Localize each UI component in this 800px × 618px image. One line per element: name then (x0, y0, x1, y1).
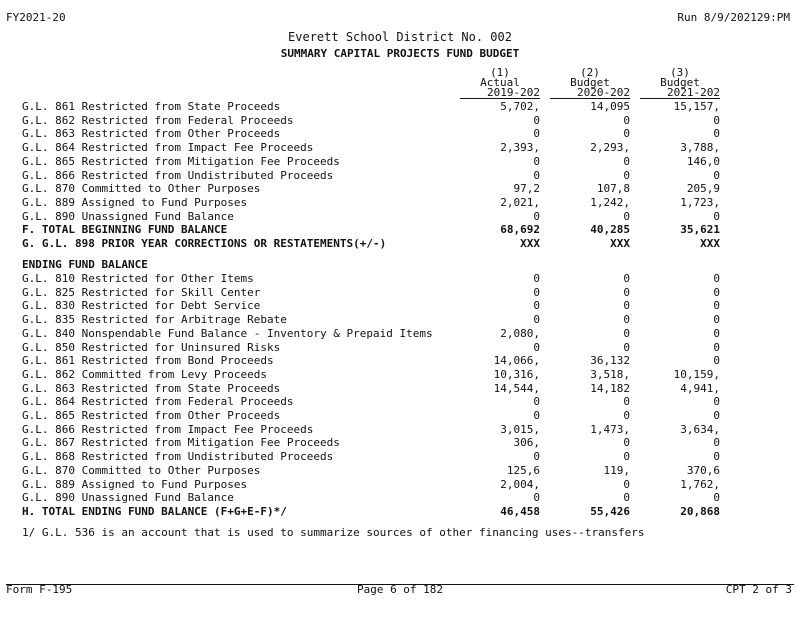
row-value-col1: XXX (520, 237, 540, 250)
column-number: (3) (670, 66, 690, 79)
row-value-col3: 0 (713, 127, 720, 141)
row-value-col3: 3,788, (680, 141, 720, 155)
row-label: G.L. 810 Restricted for Other Items (22, 272, 254, 285)
row-label: G.L. 889 Assigned to Fund Purposes (22, 477, 248, 491)
row-value-col3: 35,621 (680, 223, 720, 237)
row-value-col3: 205,9 (686, 182, 720, 196)
row-value-col2: 0 (623, 395, 630, 409)
row-value-col2: 0 (623, 436, 630, 450)
row-value-col2: 36,132 (590, 354, 630, 368)
row-value-col3: 0 (713, 272, 720, 285)
row-value-col3: 0 (713, 209, 720, 223)
row-value-col3: 10,159, (673, 367, 720, 381)
row-value-col1: 0 (533, 299, 540, 313)
page-number: Page 6 of 182 (356, 583, 444, 596)
row-value-col1: 0 (533, 209, 540, 223)
row-label: G.L. 890 Unassigned Fund Balance (22, 209, 234, 223)
row-label: G.L. 840 Nonspendable Fund Balance - Inventory & Prepaid Items (22, 326, 433, 340)
row-value-col1: 2,393, (500, 141, 540, 155)
row-value-col3: 0 (713, 491, 720, 505)
row-value-col1: 14,544, (493, 381, 540, 395)
row-value-col1: 0 (533, 491, 540, 505)
column-number: (2) (580, 66, 600, 79)
row-label: G.L. 863 Restricted from Other Proceeds (22, 127, 281, 141)
row-value-col2: 55,426 (590, 504, 630, 518)
row-value-col3: 0 (713, 299, 720, 313)
row-value-col2: 0 (623, 450, 630, 464)
column-number: (1) (490, 66, 510, 79)
row-label: G.L. 835 Restricted for Arbitrage Rebate (22, 313, 287, 327)
row-label: F. TOTAL BEGINNING FUND BALANCE (22, 223, 228, 237)
row-label: G.L. 861 Restricted from State Proceeds (22, 100, 281, 113)
row-value-col1: 0 (533, 313, 540, 327)
row-label: G.L. 862 Restricted from Federal Proceeds (22, 113, 294, 127)
row-value-col1: 68,692 (500, 223, 540, 237)
row-label: G.L. 825 Restricted for Skill Center (22, 285, 261, 299)
row-label: G.L. 889 Assigned to Fund Purposes (22, 195, 248, 209)
row-value-col2: 0 (623, 491, 630, 505)
row-label: G.L. 890 Unassigned Fund Balance (22, 491, 234, 505)
row-value-col2: 0 (623, 113, 630, 127)
form-number: Form F-195 (6, 583, 73, 596)
row-value-col3: 0 (713, 354, 720, 368)
row-value-col2: 14,095 (590, 100, 630, 113)
row-value-col3: 0 (713, 450, 720, 464)
footnote: 1/ G.L. 536 is an account that is used to summarize sources of other financing uses--transfers (22, 526, 645, 539)
row-value-col3: 0 (713, 436, 720, 450)
row-label: G.L. 861 Restricted from Bond Proceeds (22, 354, 274, 368)
row-value-col3: 370,6 (686, 463, 720, 477)
row-value-col1: 3,015, (500, 422, 540, 436)
row-value-col3: 0 (713, 313, 720, 327)
row-label: G.L. 866 Restricted from Impact Fee Proceeds (22, 422, 314, 436)
row-value-col1: 0 (533, 127, 540, 141)
row-label: G.L. 865 Restricted from Mitigation Fee Proceeds (22, 154, 340, 168)
column-years: 2020-202 (550, 87, 630, 99)
row-value-col1: 125,6 (506, 463, 540, 477)
row-label: G.L. 862 Committed from Levy Proceeds (22, 367, 268, 381)
row-value-col2: 0 (623, 154, 630, 168)
row-value-col3: 4,941, (680, 381, 720, 395)
row-label: G.L. 870 Committed to Other Purposes (22, 182, 261, 196)
row-value-col2: 0 (623, 409, 630, 422)
row-value-col1: 0 (533, 340, 540, 354)
district-name: Everett School District No. 002 (288, 30, 512, 44)
row-value-col3: 15,157, (673, 100, 720, 113)
row-value-col2: 0 (623, 127, 630, 141)
row-value-col3: 1,762, (680, 477, 720, 491)
row-value-col3: 3,634, (680, 422, 720, 436)
row-value-col1: 10,316, (493, 367, 540, 381)
row-value-col1: 97,2 (513, 182, 540, 196)
row-value-col3: 146,0 (686, 154, 720, 168)
row-value-col2: 0 (623, 340, 630, 354)
row-label: G.L. 863 Restricted from State Proceeds (22, 381, 281, 395)
row-value-col2: 1,242, (590, 195, 630, 209)
row-label: G.L. 865 Restricted from Other Proceeds (22, 409, 281, 422)
report-title: SUMMARY CAPITAL PROJECTS FUND BUDGET (280, 47, 520, 60)
row-value-col3: 0 (713, 168, 720, 182)
row-label: G.L. 864 Restricted from Federal Proceeds (22, 395, 294, 409)
row-label: G.L. 864 Restricted from Impact Fee Proceeds (22, 141, 314, 155)
row-value-col3: 1,723, (680, 195, 720, 209)
row-value-col2: 0 (623, 326, 630, 340)
row-value-col1: 14,066, (493, 354, 540, 368)
row-value-col2: 40,285 (590, 223, 630, 237)
row-value-col2: 0 (623, 477, 630, 491)
row-value-col3: 20,868 (680, 504, 720, 518)
cpt-number: CPT 2 of 3 (725, 583, 792, 596)
row-value-col2: 3,518, (590, 367, 630, 381)
ending-balance-title: ENDING FUND BALANCE (22, 258, 148, 271)
row-value-col2: 0 (623, 168, 630, 182)
row-value-col3: 0 (713, 113, 720, 127)
row-label: G.L. 870 Committed to Other Purposes (22, 463, 261, 477)
row-value-col1: 0 (533, 154, 540, 168)
row-label: G.L. 850 Restricted for Uninsured Risks (22, 340, 281, 354)
row-value-col3: 0 (713, 409, 720, 422)
row-value-col1: 2,004, (500, 477, 540, 491)
row-value-col1: 0 (533, 113, 540, 127)
row-value-col1: 46,458 (500, 504, 540, 518)
row-value-col1: 5,702, (500, 100, 540, 113)
row-value-col2: XXX (610, 237, 630, 250)
row-value-col1: 0 (533, 272, 540, 285)
row-value-col3: 0 (713, 285, 720, 299)
fiscal-year: FY2021-20 (6, 11, 66, 24)
row-value-col1: 0 (533, 409, 540, 422)
row-value-col2: 1,473, (590, 422, 630, 436)
run-info: Run 8/9/202129:PM (677, 11, 790, 24)
row-value-col2: 0 (623, 285, 630, 299)
row-label: G.L. 866 Restricted from Undistributed Proceeds (22, 168, 334, 182)
row-value-col1: 2,080, (500, 326, 540, 340)
column-years: 2019-202 (460, 87, 540, 99)
row-value-col2: 0 (623, 209, 630, 223)
row-value-col1: 0 (533, 168, 540, 182)
row-value-col3: 0 (713, 326, 720, 340)
column-label: Actual (480, 76, 520, 89)
row-value-col1: 0 (533, 285, 540, 299)
row-value-col2: 14,182 (590, 381, 630, 395)
row-value-col1: 306, (513, 436, 540, 450)
row-value-col2: 0 (623, 313, 630, 327)
row-value-col2: 107,8 (596, 182, 630, 196)
row-value-col2: 119, (603, 463, 630, 477)
row-value-col1: 0 (533, 395, 540, 409)
row-value-col2: 0 (623, 272, 630, 285)
row-value-col2: 2,293, (590, 141, 630, 155)
column-label: Budget (660, 76, 700, 89)
row-label: G.L. 868 Restricted from Undistributed Proceeds (22, 450, 334, 464)
row-label: G.L. 867 Restricted from Mitigation Fee Proceeds (22, 436, 340, 450)
column-label: Budget (570, 76, 610, 89)
row-value-col3: XXX (700, 237, 720, 250)
row-value-col2: 0 (623, 299, 630, 313)
row-value-col3: 0 (713, 395, 720, 409)
row-label: G. G.L. 898 PRIOR YEAR CORRECTIONS OR RESTATEMENTS(+/-) (22, 237, 387, 250)
row-label: H. TOTAL ENDING FUND BALANCE (F+G+E-F)*/ (22, 504, 287, 518)
row-value-col1: 2,021, (500, 195, 540, 209)
row-value-col1: 0 (533, 450, 540, 464)
row-value-col3: 0 (713, 340, 720, 354)
row-label: G.L. 830 Restricted for Debt Service (22, 299, 261, 313)
column-years: 2021-202 (640, 87, 720, 99)
